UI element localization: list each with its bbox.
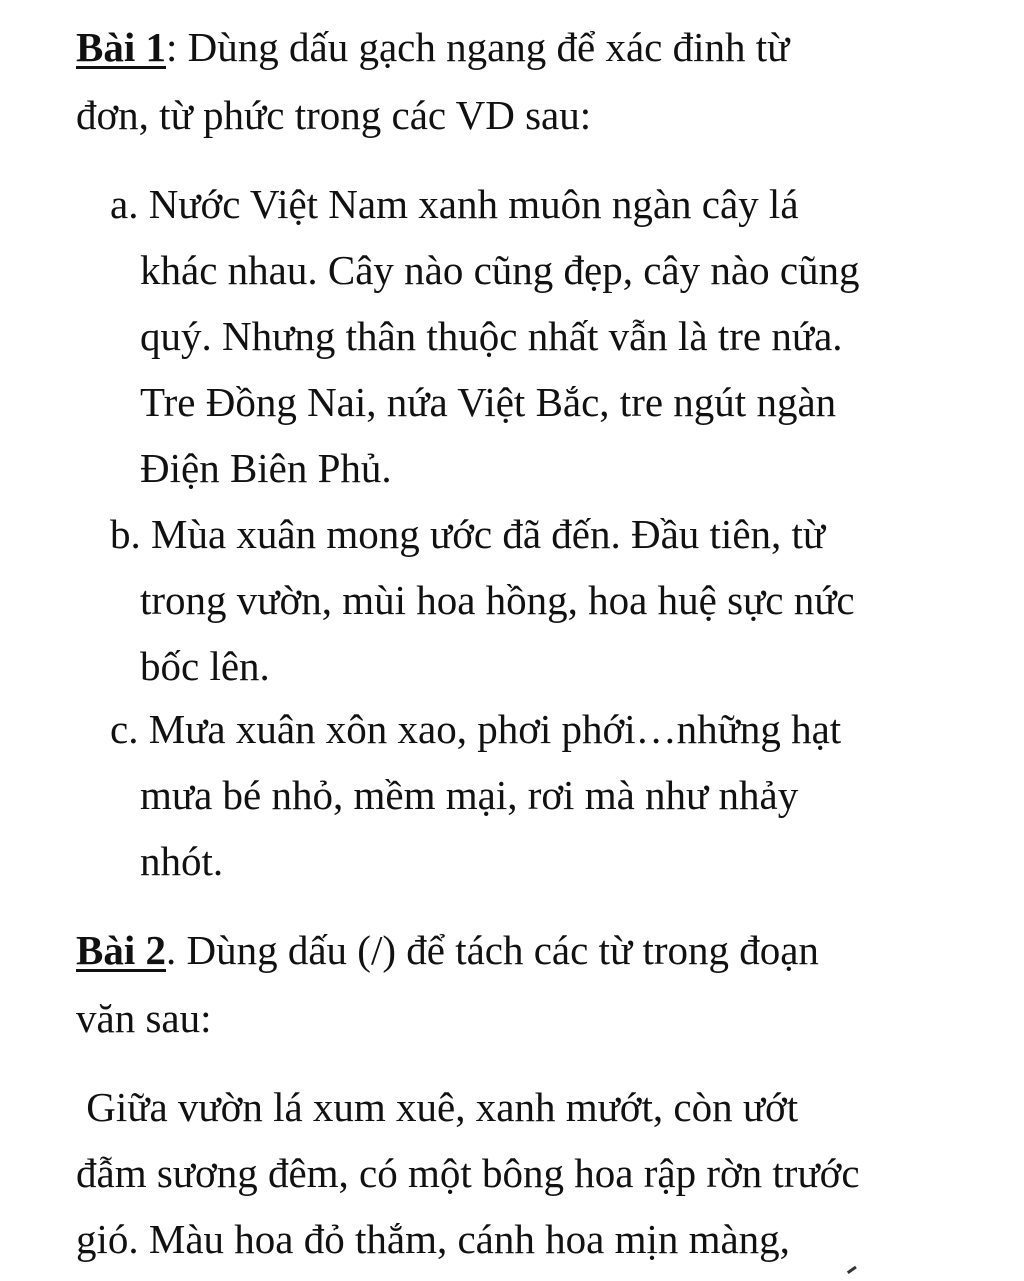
exercise-2-title-line2: văn sau:	[76, 995, 212, 1041]
example-b-line: trong vườn, mùi hoa hồng, hoa huệ sực nức	[140, 577, 855, 623]
example-a-line: quý. Nhưng thân thuộc nhất vẫn là tre nứa.	[140, 313, 843, 359]
exercise-2-heading	[76, 925, 819, 975]
example-a-line: a. Nước Việt Nam xanh muôn ngàn cây lá	[110, 181, 799, 227]
exercise-1-heading	[76, 22, 789, 72]
passage-line: gió. Màu hoa đỏ thắm, cánh hoa mịn màng,	[76, 1216, 790, 1262]
exercise-1-title: : Dùng dấu gạch ngang để xác đinh từ	[166, 24, 790, 70]
example-b-line: b. Mùa xuân mong ước đã đến. Đầu tiên, từ	[110, 511, 826, 557]
example-c-line: nhót.	[140, 838, 224, 884]
exercise-1-label: Bài 1	[76, 24, 166, 70]
exercise-1-title-line2: đơn, từ phức trong các VD sau:	[76, 92, 592, 138]
example-a-line: khác nhau. Cây nào cũng đẹp, cây nào cũng	[140, 247, 860, 293]
cut-off-accent-mark	[847, 1266, 859, 1277]
example-b-line: bốc lên.	[140, 643, 270, 689]
passage-line: đẫm sương đêm, có một bông hoa rập rờn trước	[76, 1150, 860, 1196]
example-a-line: Tre Đồng Nai, nứa Việt Bắc, tre ngút ngàn	[140, 379, 837, 425]
example-c-line: c. Mưa xuân xôn xao, phơi phới…những hạt	[110, 706, 842, 752]
example-c-line: mưa bé nhỏ, mềm mại, rơi mà như nhảy	[140, 772, 799, 818]
passage-line: Giữa vườn lá xum xuê, xanh mướt, còn ướt	[76, 1084, 799, 1130]
exercise-2-label: Bài 2	[76, 927, 166, 973]
example-a-line: Điện Biên Phủ.	[140, 445, 392, 491]
exercise-2-title: . Dùng dấu (/) để tách các từ trong đoạn	[166, 927, 819, 973]
